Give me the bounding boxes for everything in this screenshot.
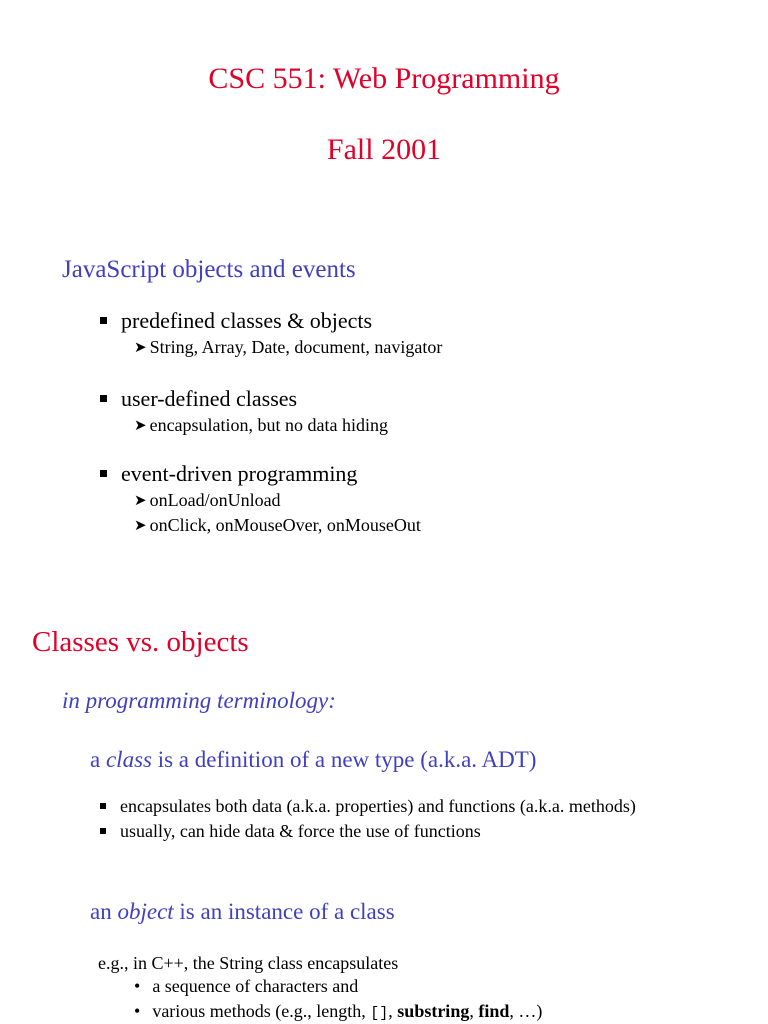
square-bullet-icon — [100, 470, 107, 477]
example-item — [134, 976, 358, 997]
example-item — [134, 1001, 542, 1022]
square-bullet-icon — [100, 828, 106, 834]
term-subtitle: Fall 2001 — [326, 133, 442, 166]
arrow-bullet-icon: ➤ — [134, 338, 147, 356]
example-item-text: various methods (e.g., length, — [152, 1001, 371, 1021]
example-item-text: , …) — [509, 1001, 543, 1021]
topic-item — [100, 461, 357, 487]
subtopic-label: encapsulation, but no data hiding — [149, 415, 389, 435]
topic-label: event-driven programming — [121, 461, 358, 486]
subtopic-item — [134, 415, 388, 436]
object-definition — [90, 899, 395, 925]
separator: , — [469, 1001, 479, 1021]
slide-title: Classes vs. objects — [32, 626, 249, 658]
definition-term: class — [105, 747, 152, 772]
square-bullet-icon — [100, 395, 107, 402]
intro-text: in programming terminology: — [62, 688, 336, 713]
definition-term: object — [117, 899, 174, 924]
topic-label: predefined classes & objects — [121, 308, 373, 333]
bullet-text: encapsulates both data (a.k.a. properties) and functions (a.k.a. methods) — [120, 796, 636, 816]
topic-label: user-defined classes — [121, 386, 298, 411]
separator: , — [388, 1001, 398, 1021]
arrow-bullet-icon: ➤ — [134, 491, 147, 509]
subtopic-label: onLoad/onUnload — [149, 490, 281, 510]
definition-text: is an instance of a class — [173, 899, 395, 924]
example-item-text: a sequence of characters and — [152, 976, 359, 996]
method-name: find — [478, 1001, 510, 1021]
square-bullet-icon — [100, 317, 107, 324]
arrow-bullet-icon: ➤ — [134, 416, 147, 434]
subtopic-item — [134, 337, 442, 358]
dot-bullet-icon: • — [134, 1001, 141, 1021]
dot-bullet-icon: • — [134, 976, 141, 996]
example-text: e.g., in C++, the String class encapsulates — [98, 953, 399, 973]
class-bullet — [100, 796, 636, 817]
subtopic-item — [134, 515, 421, 536]
class-definition — [90, 747, 536, 773]
definition-prefix: an — [90, 899, 118, 924]
method-name: substring — [397, 1001, 470, 1021]
subtopic-label: onClick, onMouseOver, onMouseOut — [149, 515, 421, 535]
code-token: [] — [370, 1005, 389, 1022]
section-heading: JavaScript objects and events — [62, 256, 356, 283]
topic-item — [100, 386, 297, 412]
class-bullet — [100, 821, 481, 842]
arrow-bullet-icon: ➤ — [134, 516, 147, 534]
course-title: CSC 551: Web Programming — [208, 62, 560, 95]
definition-text: is a definition of a new type (a.k.a. ADT) — [151, 747, 537, 772]
topic-item — [100, 308, 372, 334]
square-bullet-icon — [100, 803, 106, 809]
definition-prefix: a — [90, 747, 106, 772]
subtopic-item — [134, 490, 281, 511]
subtopic-label: String, Array, Date, document, navigator — [149, 337, 443, 357]
bullet-text: usually, can hide data & force the use of functions — [120, 821, 481, 841]
